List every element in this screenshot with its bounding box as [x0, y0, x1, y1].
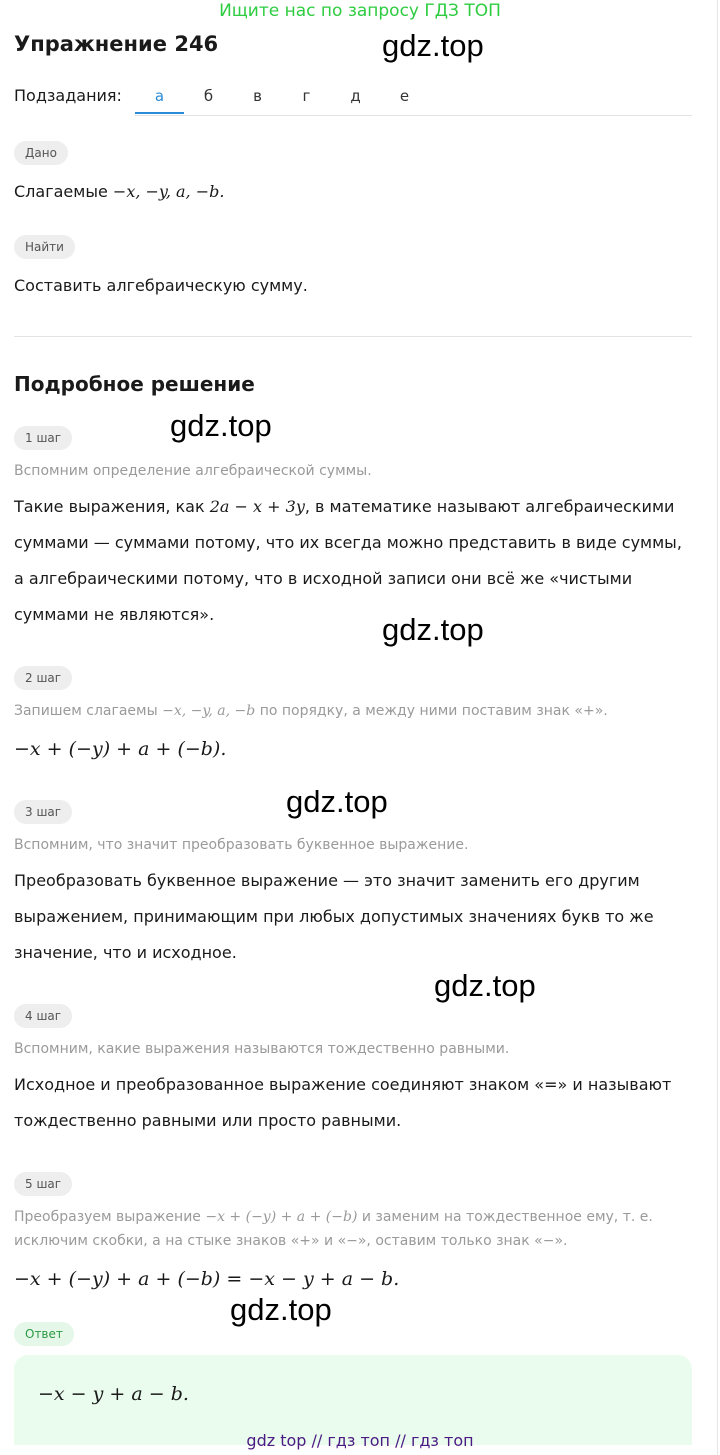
step-2-hint-pre: Запишем слагаемы — [14, 703, 163, 719]
given-text — [14, 174, 694, 210]
watermark: gdz.top — [382, 612, 484, 647]
given-badge — [14, 141, 68, 165]
answer-badge-label: Ответ — [14, 1322, 74, 1346]
step-3-line: значение, что и исходное. — [14, 943, 237, 962]
step-5-hint-post: и заменим на тождественное ему, т. е. — [357, 1209, 653, 1225]
step-4-badge — [14, 1004, 72, 1028]
watermark: gdz.top — [434, 968, 536, 1003]
tabs-divider — [135, 115, 692, 116]
page-right-border — [717, 0, 718, 1455]
tab-g[interactable]: г — [302, 87, 311, 105]
step-5-hint — [14, 1206, 694, 1228]
watermark: gdz.top — [382, 28, 484, 63]
step-badge-label: 2 шаг — [14, 666, 72, 690]
page-title: Упражнение 246 — [14, 32, 219, 56]
step-badge-label: 3 шаг — [14, 800, 72, 824]
step-badge-label: 1 шаг — [14, 426, 72, 450]
step-1-line: а алгебраическими потому, что в исходной записи они всё же «чистыми — [14, 569, 633, 588]
step-1-math: 2a − x + 3y — [209, 497, 305, 516]
step-1-line — [14, 489, 694, 525]
step-1-line: суммами не являются». — [14, 605, 215, 624]
search-promo-banner: Ищите нас по запросу ГДЗ ТОП — [219, 1, 501, 21]
step-3-line: выражением, принимающим при любых допустимых значениях букв то же — [14, 907, 654, 926]
answer-math: −x − y + a − b. — [38, 1383, 189, 1405]
step-4-line: тождественно равными или просто равными. — [14, 1111, 402, 1130]
step-1-hint: Вспомним определение алгебраической суммы. — [14, 463, 372, 479]
step-1-badge — [14, 426, 72, 450]
watermark: gdz.top — [170, 408, 272, 443]
tab-d[interactable]: д — [350, 87, 361, 105]
watermark: gdz.top — [286, 784, 388, 819]
given-prefix: Слагаемые — [14, 182, 108, 201]
step-badge-label: 5 шаг — [14, 1172, 72, 1196]
step-1-line: суммами — суммами потому, что их всегда можно представить в виде суммы, — [14, 533, 682, 552]
step-badge-label: 4 шаг — [14, 1004, 72, 1028]
step-1-pre: Такие выражения, как — [14, 497, 210, 516]
step-3-line: Преобразовать буквенное выражение — это значит заменить его другим — [14, 871, 640, 890]
step-5-hint-line2: исключим скобки, а на стыке знаков «+» и «−», оставим только знак «−». — [14, 1233, 568, 1249]
step-4-hint: Вспомним, какие выражения называются тождественно равными. — [14, 1041, 510, 1057]
step-1-post: , в математике называют алгебраическими — [304, 497, 675, 516]
find-text: Составить алгебраическую сумму. — [14, 276, 308, 295]
step-5-badge — [14, 1172, 72, 1196]
find-badge — [14, 235, 75, 259]
step-2-hint-math: −x, −y, a, −b — [162, 703, 256, 719]
given-math: −x, −y, a, −b. — [112, 182, 225, 201]
find-badge-label: Найти — [14, 235, 75, 259]
subtasks-label: Подзадания: — [14, 86, 122, 105]
answer-badge — [14, 1322, 74, 1346]
step-5-hint-pre: Преобразуем выражение — [14, 1209, 206, 1225]
step-3-badge — [14, 800, 72, 824]
step-2-badge — [14, 666, 72, 690]
step-2-hint-post: по порядку, а между ними поставим знак «+». — [255, 703, 608, 719]
tab-a[interactable]: а — [135, 80, 184, 114]
step-2-hint — [14, 700, 694, 722]
tab-b[interactable]: б — [203, 87, 214, 105]
tab-e[interactable]: е — [399, 87, 410, 105]
step-4-line: Исходное и преобразованное выражение соединяют знаком «=» и называют — [14, 1075, 672, 1094]
subtask-tabs — [135, 80, 429, 116]
step-2-formula: −x + (−y) + a + (−b). — [14, 738, 227, 760]
section-divider — [14, 336, 692, 337]
step-3-hint: Вспомним, что значит преобразовать буквенное выражение. — [14, 837, 469, 853]
given-badge-label: Дано — [14, 141, 68, 165]
step-5-hint-math: −x + (−y) + a + (−b) — [205, 1209, 358, 1225]
tab-v[interactable]: в — [253, 87, 262, 105]
step-5-formula: −x + (−y) + a + (−b) = −x − y + a − b. — [14, 1268, 400, 1290]
solution-heading: Подробное решение — [14, 372, 255, 396]
footer-links[interactable]: gdz top // гдз топ // гдз топ — [246, 1431, 474, 1450]
watermark: gdz.top — [230, 1292, 332, 1327]
